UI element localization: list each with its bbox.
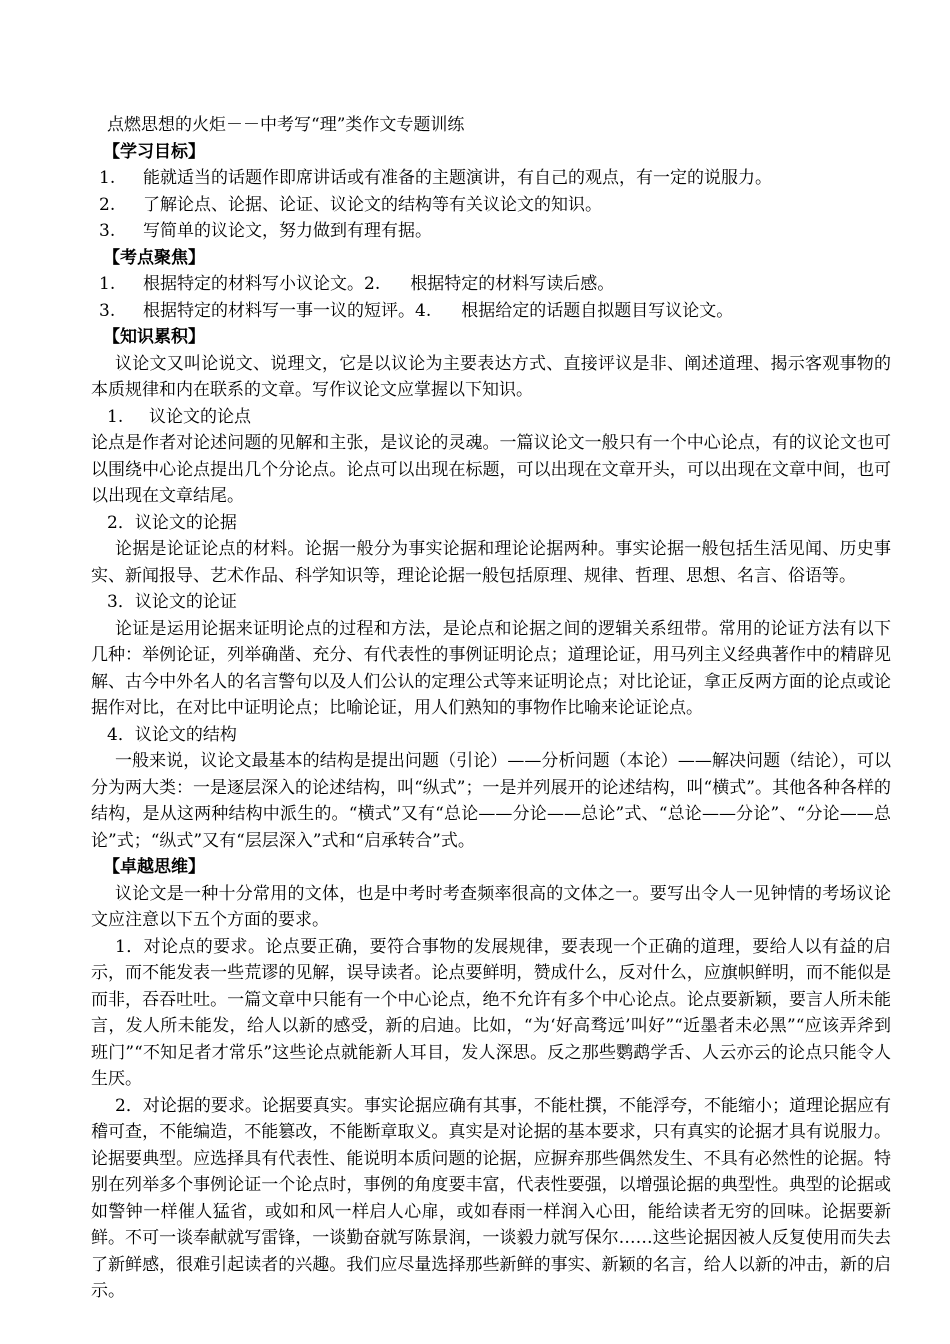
document-page xyxy=(91,112,891,1305)
section-heading-thinking: 【卓越思维】 xyxy=(103,857,205,877)
section-heading-focus: 【考点聚焦】 xyxy=(103,247,205,268)
subheading-text: 议论文的论点 xyxy=(149,406,251,427)
thinking-intro-paragraph: 议论文是一种十分常用的文体，也是中考时考查频率很高的文体之一。要写出令人一见钟情的考场议论文应注意以下五个方面的要求。 xyxy=(91,883,891,930)
focus-item-number: 1. xyxy=(99,274,116,294)
focus-item-text: 根据特定的材料写小议论文。2. xyxy=(143,274,381,294)
knowledge-paragraph-4: 一般来说，议论文最基本的结构是提出问题（引论）——分析问题（本论）——解决问题（结论），可以分为两大类：一是逐层深入的论述结构，叫“纵式”；一是并列展开的论述结构，叫“横式”。其他各种各样的结构，是从这两种结构中派生的。“横式”又有“总论——分论——总论”式、“总论——分论”、“分论——总论”式；“纵式”又有“层层深入”式和“启承转合”式。 xyxy=(91,751,891,851)
knowledge-intro-paragraph: 议论文又叫论说文、说理文，它是以议论为主要表达方式、直接评议是非、阐述道理、揭示客观事物的本质规律和内在联系的文章。写作议论文应掌握以下知识。 xyxy=(91,353,891,400)
goal-item-text: 了解论点、论据、论证、议论文的结构等有关议论文的知识。 xyxy=(143,194,602,215)
focus-line-1 xyxy=(91,271,891,298)
goal-item-text: 写简单的议论文，努力做到有理有据。 xyxy=(143,221,432,241)
knowledge-paragraph-2: 论据是论证论点的材料。论据一般分为事实论据和理论论据两种。事实论据一般包括生活见闻、历史事实、新闻报导、艺术作品、科学知识等，理论论据一般包括原理、规律、哲理、思想、名言、俗语等。 xyxy=(91,539,891,586)
document-title: 点燃思想的火炬－－中考写“理”类作文专题训练 xyxy=(107,115,465,135)
goal-item-3 xyxy=(91,218,891,245)
section-heading-knowledge: 【知识累积】 xyxy=(103,327,205,347)
thinking-requirement-1: 1．对论点的要求。论点要正确，要符合事物的发展规律，要表现一个正确的道理，要给人以有益的启示，而不能发表一些荒谬的见解，误导读者。论点要鲜明，赞成什么，反对什么，应旗帜鲜明，而不能似是而非，吞吞吐吐。一篇文章中只能有一个中心论点，绝不允许有多个中心论点。论点要新颖，要言人所未能言，发人所未能发，给人以新的感受，新的启迪。比如，“为‘好高骛远’叫好”“近墨者未必黑”“应该弄斧到班门”“不知足者才常乐”这些论点就能新人耳目，发人深思。反之那些鹦鹉学舌、人云亦云的论点只能令人生厌。 xyxy=(91,936,891,1089)
focus-item-text: 根据给定的话题自拟题目写议论文。 xyxy=(461,300,734,321)
section-heading-goals: 【学习目标】 xyxy=(103,141,205,162)
knowledge-subheading-4: 4．议论文的结构 xyxy=(107,724,237,745)
knowledge-paragraph-3: 论证是运用论据来证明论点的过程和方法，是论点和论据之间的逻辑关系纽带。常用的论证方法有以下几种：举例论证，列举确凿、充分、有代表性的事例证明论点；道理论证，用马列主义经典著作中的精辟见解、古今中外名人的名言警句以及人们公认的定理公式等来证明论点；对比论证，拿正反两方面的论点或论据作对比，在对比中证明论点；比喻论证，用人们熟知的事物作比喻来论证论点。 xyxy=(91,618,891,718)
knowledge-paragraph-1: 论点是作者对论述问题的见解和主张，是议论的灵魂。一篇议论文一般只有一个中心论点，有的议论文也可以围绕中心论点提出几个分论点。论点可以出现在标题，可以出现在文章开头，可以出现在文章中间，也可以出现在文章结尾。 xyxy=(91,433,891,506)
knowledge-subheading-3: 3．议论文的论证 xyxy=(107,592,237,612)
goal-item-text: 能就适当的话题作即席讲话或有准备的主题演讲，有自己的观点，有一定的说服力。 xyxy=(143,168,772,188)
goal-item-2 xyxy=(91,192,891,219)
goal-item-number: 1. xyxy=(99,168,116,188)
focus-line-2 xyxy=(91,298,891,325)
thinking-requirement-2: 2．对论据的要求。论据要真实。事实论据应确有其事，不能杜撰，不能浮夸，不能缩小；道理论据应有稽可查，不能编造，不能篡改，不能断章取义。真实是对论据的基本要求，只有真实的论据才具有说服力。论据要典型。应选择具有代表性、能说明本质问题的论据，应摒弃那些偶然发生、不具有必然性的论据。特别在列举多个事例论证一个论点时，事例的角度要丰富，代表性要强，以增强论据的典型性。典型的论据或如警钟一样催人猛省，或如和风一样启人心扉，或如春雨一样润入心田，能给读者无穷的回味。论据要新鲜。不可一谈奉献就写雷锋，一谈勤奋就写陈景润，一谈毅力就写保尔……这些论据因被人反复使用而失去了新鲜感，很难引起读者的兴趣。我们应尽量选择那些新鲜的事实、新颖的名言，给人以新的冲击，新的启示。 xyxy=(91,1095,891,1301)
knowledge-subheading-2: 2．议论文的论据 xyxy=(107,512,237,533)
subheading-number: 1. xyxy=(107,406,124,427)
knowledge-subheading-1 xyxy=(91,404,891,431)
focus-item-text: 根据特定的材料写读后感。 xyxy=(410,274,615,294)
goal-item-number: 3. xyxy=(99,221,116,241)
goal-item-1 xyxy=(91,165,891,192)
focus-item-text: 根据特定的材料写一事一议的短评。4. xyxy=(143,300,432,321)
focus-item-number: 3. xyxy=(99,300,116,321)
goal-item-number: 2. xyxy=(99,194,116,215)
